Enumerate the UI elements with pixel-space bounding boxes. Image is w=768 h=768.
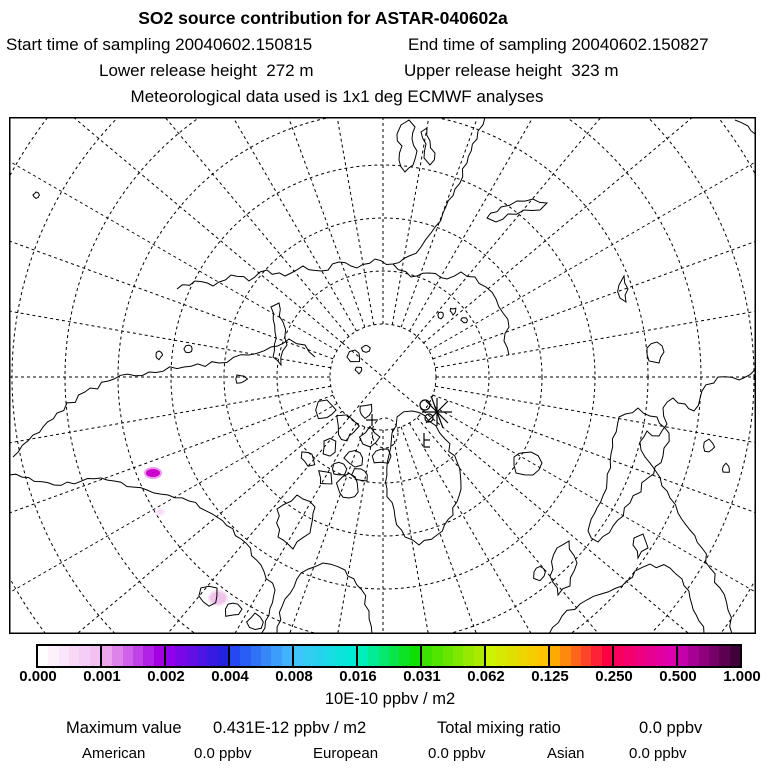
colorbar-segment bbox=[420, 646, 484, 666]
colorbar-tick: 0.062 bbox=[467, 668, 505, 685]
upper-release-text: Upper release height 323 m bbox=[404, 61, 619, 80]
colorbar-step bbox=[261, 646, 271, 666]
colorbar-step bbox=[655, 646, 665, 666]
region-asian-label: Asian bbox=[547, 745, 585, 762]
colorbar-tick: 0.500 bbox=[659, 668, 697, 685]
colorbar-step bbox=[422, 646, 432, 666]
colorbar-step bbox=[709, 646, 719, 666]
colorbar-tick: 0.016 bbox=[339, 668, 377, 685]
hotspot bbox=[157, 510, 163, 514]
region-american-label: American bbox=[82, 745, 146, 762]
colorbar-step bbox=[666, 646, 676, 666]
colorbar-step bbox=[699, 646, 709, 666]
colorbar-step bbox=[282, 646, 292, 666]
colorbar-step bbox=[166, 646, 176, 666]
colorbar-step bbox=[325, 646, 335, 666]
colorbar-step bbox=[154, 646, 164, 666]
colorbar-tick: 0.000 bbox=[19, 668, 57, 685]
coastline-island bbox=[647, 342, 664, 363]
coastline-island bbox=[355, 367, 362, 374]
colorbar-step bbox=[143, 646, 153, 666]
colorbar-unit-label: 10E-10 ppbv / m2 bbox=[324, 690, 456, 708]
colorbar-step bbox=[207, 646, 217, 666]
colorbar-step bbox=[560, 646, 570, 666]
colorbar-tick: 0.008 bbox=[275, 668, 313, 685]
coastline-island bbox=[333, 462, 347, 475]
colorbar-tick: 0.004 bbox=[211, 668, 249, 685]
colorbar-step bbox=[730, 646, 740, 666]
colorbar-step bbox=[218, 646, 228, 666]
colorbar-step bbox=[294, 646, 304, 666]
coastline-island bbox=[184, 345, 192, 353]
colorbar-step bbox=[48, 646, 58, 666]
coastline-island bbox=[487, 199, 547, 222]
colorbar-step bbox=[443, 646, 453, 666]
colorbar-step bbox=[90, 646, 100, 666]
coastline-island bbox=[450, 308, 456, 315]
coastline bbox=[640, 369, 756, 634]
colorbar-step bbox=[335, 646, 345, 666]
total-mixing-ratio-label: Total mixing ratio bbox=[437, 719, 561, 737]
coastline-island bbox=[633, 534, 648, 558]
coastline-island bbox=[33, 192, 40, 198]
colorbar-segment bbox=[100, 646, 164, 666]
coastline-island bbox=[226, 603, 243, 616]
colorbar-segment bbox=[164, 646, 228, 666]
coastline-island bbox=[397, 120, 417, 172]
coastline-island bbox=[723, 463, 730, 472]
colorbar-step bbox=[358, 646, 368, 666]
colorbar-segment bbox=[356, 646, 420, 666]
colorbar-step bbox=[453, 646, 463, 666]
coastline-island bbox=[277, 495, 315, 549]
coastline-island bbox=[461, 318, 468, 323]
coastline-island bbox=[337, 473, 359, 498]
coastline-island bbox=[534, 566, 546, 580]
coastline bbox=[277, 563, 372, 634]
page-title: SO2 source contribution for ASTAR-040602a bbox=[138, 8, 508, 28]
hotspot bbox=[210, 592, 226, 604]
colorbar-segment bbox=[228, 646, 292, 666]
lower-release-text: Lower release height 272 m bbox=[99, 61, 314, 80]
met-data-text: Meteorological data used is 1x1 deg ECMWF analyses bbox=[130, 87, 544, 106]
colorbar-step bbox=[602, 646, 612, 666]
colorbar-step bbox=[187, 646, 197, 666]
colorbar-segment bbox=[484, 646, 548, 666]
coastline-island bbox=[421, 128, 435, 165]
coastline-island bbox=[360, 426, 380, 447]
colorbar-step bbox=[688, 646, 698, 666]
region-european-label: European bbox=[313, 745, 379, 762]
colorbar-step bbox=[379, 646, 389, 666]
colorbar-step bbox=[399, 646, 409, 666]
coastline-island bbox=[344, 451, 363, 468]
coastline bbox=[735, 120, 756, 139]
colorbar-step bbox=[678, 646, 688, 666]
colorbar-tick: 0.002 bbox=[147, 668, 185, 685]
colorbar-segment bbox=[38, 646, 100, 666]
region-american-value: 0.0 ppbv bbox=[194, 745, 252, 762]
coastline-island bbox=[156, 351, 163, 360]
colorbar-step bbox=[315, 646, 325, 666]
coastline bbox=[177, 117, 485, 289]
colorbar-step bbox=[527, 646, 537, 666]
colorbar-segment bbox=[676, 646, 740, 666]
colorbar-step bbox=[507, 646, 517, 666]
colorbar-tick: 0.001 bbox=[83, 668, 121, 685]
colorbar-step bbox=[517, 646, 527, 666]
colorbar-step bbox=[112, 646, 122, 666]
coastline-island bbox=[704, 439, 715, 452]
concentration-hotspots bbox=[144, 467, 228, 606]
coastline-island bbox=[618, 276, 628, 302]
colorbar-step bbox=[635, 646, 645, 666]
maximum-value-label: Maximum value bbox=[66, 719, 182, 737]
colorbar-step bbox=[230, 646, 240, 666]
coastline-island bbox=[588, 408, 669, 542]
colorbar-step bbox=[79, 646, 89, 666]
colorbar-step bbox=[240, 646, 250, 666]
colorbar-step bbox=[251, 646, 261, 666]
colorbar-step bbox=[346, 646, 356, 666]
colorbar-step bbox=[463, 646, 473, 666]
colorbar-step bbox=[271, 646, 281, 666]
colorbar-step bbox=[123, 646, 133, 666]
maximum-value: 0.431E-12 ppbv / m2 bbox=[213, 719, 367, 737]
colorbar-step bbox=[624, 646, 634, 666]
colorbar-segment bbox=[612, 646, 676, 666]
colorbar-step bbox=[410, 646, 420, 666]
colorbar-segment bbox=[292, 646, 356, 666]
coastline-island bbox=[550, 541, 577, 595]
coastline-island bbox=[372, 449, 391, 463]
end-time-text: End time of sampling 20040602.150827 bbox=[408, 35, 709, 54]
coastline-island bbox=[438, 312, 443, 319]
total-mixing-ratio-value: 0.0 ppbv bbox=[639, 719, 703, 737]
colorbar-tick: 0.031 bbox=[403, 668, 441, 685]
coastline-island bbox=[361, 345, 370, 352]
colorbar-step bbox=[591, 646, 601, 666]
colorbar-step bbox=[719, 646, 729, 666]
coastline-island bbox=[301, 452, 314, 466]
colorbar-tick-labels bbox=[19, 668, 761, 686]
colorbar-step bbox=[389, 646, 399, 666]
polar-map bbox=[9, 117, 756, 634]
coastline bbox=[393, 264, 509, 355]
start-time-text: Start time of sampling 20040602.150815 bbox=[6, 35, 313, 54]
colorbar-step bbox=[538, 646, 548, 666]
colorbar-step bbox=[496, 646, 506, 666]
region-asian-value: 0.0 ppbv bbox=[629, 745, 687, 762]
colorbar-step bbox=[38, 646, 48, 666]
hotspot bbox=[146, 469, 160, 477]
colorbar-step bbox=[368, 646, 378, 666]
region-european-value: 0.0 ppbv bbox=[428, 745, 486, 762]
colorbar-step bbox=[133, 646, 143, 666]
colorbar-tick: 0.125 bbox=[531, 668, 569, 685]
colorbar-step bbox=[59, 646, 69, 666]
colorbar-step bbox=[197, 646, 207, 666]
colorbar-step bbox=[69, 646, 79, 666]
colorbar bbox=[36, 644, 742, 668]
colorbar-step bbox=[432, 646, 442, 666]
colorbar-step bbox=[571, 646, 581, 666]
colorbar-step bbox=[176, 646, 186, 666]
colorbar-step bbox=[102, 646, 112, 666]
coastline-island bbox=[386, 411, 462, 545]
colorbar-step bbox=[304, 646, 314, 666]
colorbar-segment bbox=[548, 646, 612, 666]
coastline-island bbox=[360, 405, 372, 419]
colorbar-step bbox=[645, 646, 655, 666]
colorbar-step bbox=[581, 646, 591, 666]
coastline-island bbox=[236, 375, 248, 383]
colorbar-tick: 0.250 bbox=[595, 668, 633, 685]
colorbar-step bbox=[474, 646, 484, 666]
coastline-island bbox=[247, 613, 264, 629]
colorbar-step bbox=[614, 646, 624, 666]
colorbar-step bbox=[550, 646, 560, 666]
sampling-location-marker bbox=[366, 396, 452, 447]
coastline-island bbox=[316, 400, 336, 419]
colorbar-tick: 1.000 bbox=[723, 668, 761, 685]
colorbar-step bbox=[486, 646, 496, 666]
